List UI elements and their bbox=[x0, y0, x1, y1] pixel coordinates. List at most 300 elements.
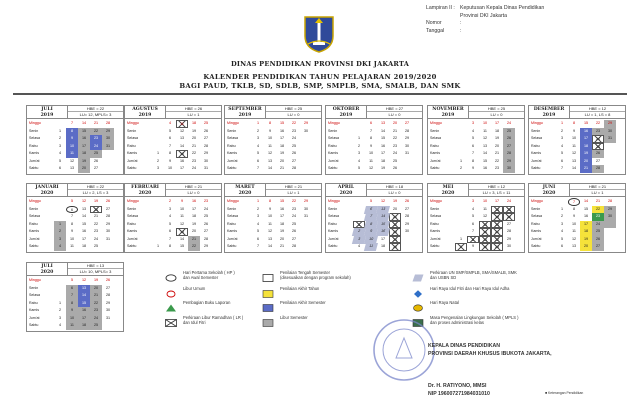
day-cell: 6 bbox=[364, 206, 378, 214]
day-cell: 25 bbox=[90, 322, 102, 330]
week-column bbox=[264, 198, 276, 251]
day-cell: 19 bbox=[580, 150, 592, 158]
day-cell: 30 bbox=[303, 128, 309, 133]
day-cell bbox=[455, 221, 467, 229]
month-counts: HBE = 25 LU = 0 bbox=[469, 106, 524, 118]
day-cell: 7 bbox=[471, 151, 475, 155]
day-cell: 18 bbox=[494, 128, 500, 133]
dki-jakarta-emblem bbox=[302, 14, 336, 54]
day-cell: 22 bbox=[90, 300, 102, 308]
day-cell: 7 bbox=[70, 214, 74, 218]
day-cell: 30 bbox=[203, 158, 209, 163]
day-cell bbox=[604, 228, 616, 236]
day-cell bbox=[353, 128, 365, 136]
day-cell: 17 bbox=[179, 166, 185, 170]
day-cell: 24 bbox=[392, 151, 398, 155]
legend-penilaian-akhir-tahun-icon bbox=[262, 285, 274, 293]
day-cell: 17 bbox=[279, 214, 285, 218]
day-cell: 5 bbox=[256, 151, 260, 155]
week-column bbox=[401, 198, 413, 251]
day-cell: 4 bbox=[58, 323, 62, 327]
day-cell: 29 bbox=[404, 136, 410, 140]
day-cell: 11 bbox=[180, 214, 184, 218]
week-column bbox=[66, 198, 78, 251]
day-cell: 12 bbox=[482, 136, 488, 140]
day-cell: 12 bbox=[69, 158, 75, 163]
day-cell: 22 bbox=[291, 199, 297, 203]
day-cell: 11 bbox=[176, 120, 188, 128]
day-cell: 12 bbox=[267, 229, 273, 233]
day-cell bbox=[300, 158, 312, 166]
legend-pembagian-buku-laporan-icon bbox=[165, 299, 177, 307]
month-name: MEI 2020 bbox=[428, 184, 469, 196]
day-cell: 24 bbox=[592, 135, 604, 143]
day-cell: 28 bbox=[607, 199, 613, 203]
day-cell: 2 bbox=[58, 308, 62, 312]
week-column bbox=[300, 198, 312, 251]
day-cell: 20 bbox=[491, 221, 503, 229]
day-cell: 25 bbox=[592, 143, 604, 151]
day-cell: 16 bbox=[279, 206, 285, 211]
day-cell: 21 bbox=[392, 128, 398, 133]
day-cell: 15 bbox=[179, 244, 185, 248]
day-cell: 11 bbox=[572, 229, 576, 233]
day-cell: 15 bbox=[78, 300, 90, 308]
day-cell bbox=[300, 150, 312, 158]
day-cell: 3 bbox=[560, 221, 564, 226]
week-column bbox=[90, 277, 102, 330]
day-cell: 26 bbox=[105, 199, 111, 203]
day-cell: 22 bbox=[191, 151, 197, 155]
day-cell bbox=[604, 158, 616, 166]
day-cell: 18 bbox=[191, 121, 197, 125]
day-cell: 19 bbox=[93, 278, 99, 282]
day-cell: 26 bbox=[503, 213, 515, 221]
day-cell bbox=[152, 206, 164, 214]
day-cell: 24 bbox=[291, 136, 297, 140]
day-cell: 8 bbox=[364, 221, 378, 229]
day-cell: 14 bbox=[179, 236, 185, 241]
day-cell: 19 bbox=[191, 128, 197, 133]
day-cell: 28 bbox=[105, 214, 111, 218]
day-cell: 28 bbox=[291, 166, 297, 170]
day-cell bbox=[604, 243, 616, 251]
month-name: JULI 2020 bbox=[27, 263, 68, 275]
week-column bbox=[102, 277, 114, 330]
week-column bbox=[604, 120, 616, 173]
week-column bbox=[288, 120, 300, 173]
day-cell: 10 bbox=[482, 199, 488, 203]
day-cell: 8 bbox=[572, 206, 576, 211]
day-cell: 3 bbox=[357, 151, 361, 155]
day-cell: 18 bbox=[580, 143, 592, 151]
day-cell: 31 bbox=[105, 315, 111, 320]
day-cell: 16 bbox=[583, 214, 589, 218]
day-cell: 17 bbox=[380, 151, 386, 155]
day-cell: 17 bbox=[494, 199, 500, 203]
day-cell: 27 bbox=[203, 229, 209, 233]
week-column bbox=[556, 120, 568, 173]
day-cell: 25 bbox=[90, 150, 102, 158]
day-cell bbox=[152, 198, 164, 206]
month-juni-2020 bbox=[528, 183, 626, 253]
calendar-title bbox=[0, 73, 640, 91]
month-counts: HBE = 27 LU = 0 bbox=[367, 106, 422, 118]
day-cell: 26 bbox=[203, 221, 209, 226]
day-cell: 24 bbox=[389, 236, 401, 244]
day-cell: 24 bbox=[90, 143, 102, 151]
day-cell: 8 bbox=[66, 300, 78, 308]
day-cell: 5 bbox=[560, 151, 564, 155]
day-cell bbox=[455, 135, 467, 143]
day-cell: 11 bbox=[268, 143, 272, 148]
month-counts: HBE = 18 LU = 0 bbox=[367, 184, 422, 196]
day-cell: 30 bbox=[503, 165, 515, 173]
day-cell: 9 bbox=[66, 135, 78, 143]
day-cell: 14 bbox=[267, 244, 273, 248]
day-cell: 7 bbox=[471, 229, 475, 233]
day-cell bbox=[300, 236, 312, 244]
week-column bbox=[604, 198, 616, 251]
week-column bbox=[276, 198, 288, 251]
day-cell: 26 bbox=[392, 166, 398, 170]
signature-block bbox=[428, 342, 552, 398]
agency-heading: DINAS PENDIDIKAN PROVINSI DKI JAKARTA bbox=[230, 60, 410, 68]
day-cell: 19 bbox=[380, 166, 386, 170]
day-cell: 17 bbox=[494, 121, 500, 125]
month-name: NOVEMBER 2019 bbox=[428, 106, 469, 118]
day-labels: Minggu Senin Selasa Rabu Kamis Jum'at Sabtu bbox=[29, 121, 41, 170]
day-cell: 13 bbox=[380, 121, 386, 125]
day-cell: 31 bbox=[102, 143, 114, 151]
day-cell: 22 bbox=[291, 121, 297, 125]
day-cell: 8 bbox=[268, 199, 272, 203]
week-column bbox=[353, 120, 365, 173]
day-cell: 9 bbox=[168, 158, 172, 163]
day-cell: 21 bbox=[93, 121, 99, 125]
day-cell: 28 bbox=[592, 165, 604, 173]
month-desember-2019 bbox=[528, 105, 626, 175]
day-cell: 19 bbox=[279, 229, 285, 233]
day-cell: 2 bbox=[357, 143, 361, 148]
day-cell: 7 bbox=[364, 213, 378, 221]
day-cell: 23 bbox=[392, 143, 398, 148]
day-cell: 7 bbox=[70, 121, 74, 125]
week-column bbox=[592, 198, 604, 251]
day-cell: 28 bbox=[105, 293, 111, 297]
month-name: DESEMBER 2019 bbox=[529, 106, 570, 118]
day-cell: 20 bbox=[78, 165, 90, 173]
day-cell: 15 bbox=[176, 150, 188, 158]
week-column bbox=[401, 120, 413, 173]
day-cell bbox=[152, 228, 164, 236]
week-column bbox=[54, 198, 66, 251]
day-cell: 30 bbox=[404, 143, 410, 148]
week-column bbox=[556, 198, 568, 251]
day-cell: 27 bbox=[105, 206, 111, 211]
day-cell bbox=[54, 120, 66, 128]
day-cell: 4 bbox=[168, 121, 172, 125]
day-cell: 4 bbox=[357, 158, 361, 163]
day-cell: 27 bbox=[506, 221, 512, 226]
day-cell: 13 bbox=[571, 244, 577, 248]
day-cell: 27 bbox=[93, 166, 99, 170]
day-cell: 1 bbox=[156, 244, 160, 248]
day-cell: 8 bbox=[168, 244, 172, 248]
day-cell: 29 bbox=[604, 120, 616, 128]
day-cell: 27 bbox=[595, 158, 601, 163]
day-cell: 6 bbox=[66, 285, 78, 293]
nomor-value: : bbox=[460, 20, 462, 27]
day-cell: 8 bbox=[268, 121, 272, 125]
day-cell: 18 bbox=[580, 228, 592, 236]
day-labels: Minggu Senin Selasa Rabu Kamis Jum'at Sabtu bbox=[29, 278, 41, 327]
day-cell bbox=[353, 198, 365, 206]
day-cell: 20 bbox=[392, 121, 398, 125]
day-cell: 14 bbox=[376, 213, 390, 221]
day-cell: 10 bbox=[571, 221, 577, 226]
day-cell: 4 bbox=[256, 143, 260, 148]
week-column bbox=[503, 198, 515, 251]
day-cell bbox=[54, 206, 66, 214]
day-labels: Minggu Senin Selasa Rabu Kamis Jum'at Sabtu bbox=[430, 199, 442, 248]
lampiran-value: Keputusan Kepala Dinas Pendidikan bbox=[460, 5, 545, 11]
day-cell: 28 bbox=[203, 143, 209, 148]
day-cell: 25 bbox=[592, 228, 604, 236]
day-cell: 23 bbox=[90, 307, 102, 315]
day-cell: 28 bbox=[503, 150, 515, 158]
week-column bbox=[78, 277, 90, 330]
day-cell: 4 bbox=[54, 243, 66, 251]
legend-hari-raya-natal-icon bbox=[412, 299, 424, 307]
day-cell: 9 bbox=[180, 199, 184, 203]
day-cell: 21 bbox=[494, 151, 500, 155]
day-cell: 5 bbox=[70, 278, 74, 282]
day-cell: 11 bbox=[70, 244, 74, 248]
day-cell: 7 bbox=[168, 236, 172, 241]
day-cell: 1 bbox=[560, 206, 564, 211]
legend-libur-semester-icon bbox=[262, 314, 274, 322]
legend-penilaian-akhir-tahun: Penilaian Akhir Tahun bbox=[280, 285, 320, 291]
day-cell: 21 bbox=[491, 228, 503, 236]
day-cell: 27 bbox=[592, 243, 604, 251]
day-cell: 21 bbox=[191, 143, 197, 148]
month-counts: HBE = 21 LU = 1 bbox=[266, 184, 321, 196]
week-column bbox=[152, 120, 164, 173]
day-cell bbox=[401, 243, 413, 251]
legend-hari-pertama-sekolah: Hari Pertama Sekolah ( HP ) dan Awal Semester bbox=[183, 269, 235, 281]
day-cell: 1 bbox=[459, 158, 463, 163]
header-rule bbox=[13, 93, 627, 95]
legend-hari-pertama-sekolah-icon bbox=[165, 269, 177, 277]
day-cell bbox=[300, 221, 312, 229]
day-cell: 6 bbox=[58, 166, 62, 170]
day-cell: 2 bbox=[256, 128, 260, 133]
day-cell: 22 bbox=[389, 221, 401, 229]
day-cell bbox=[300, 228, 312, 236]
day-cell: 5 bbox=[560, 236, 564, 241]
day-cell: 23 bbox=[592, 213, 604, 221]
month-name: SEPTEMBER 2019 bbox=[225, 106, 266, 118]
day-cell: 22 bbox=[494, 158, 500, 163]
day-cell: 21 bbox=[580, 165, 592, 173]
week-column bbox=[288, 198, 300, 251]
day-cell: 21 bbox=[279, 166, 285, 170]
day-cell: 20 bbox=[494, 143, 500, 148]
day-cell: 21 bbox=[90, 292, 102, 300]
day-cell: 12 bbox=[267, 151, 273, 155]
day-cell: 10 bbox=[571, 136, 577, 140]
day-cell: 22 bbox=[595, 121, 601, 125]
day-cell: 5 bbox=[58, 158, 62, 163]
month-september-2019 bbox=[224, 105, 322, 175]
month-april-2020 bbox=[325, 183, 423, 253]
day-cell: 26 bbox=[291, 229, 297, 233]
signatory-title: KEPALA DINAS PENDIDIKAN bbox=[428, 343, 501, 349]
day-cell: 6 bbox=[560, 158, 564, 163]
day-cell: 23 bbox=[93, 229, 99, 233]
day-cell: 20 bbox=[580, 158, 592, 166]
day-cell: 25 bbox=[503, 128, 515, 136]
day-cell: 12 bbox=[179, 221, 185, 226]
day-cell: 9 bbox=[369, 143, 373, 148]
day-cell: 19 bbox=[279, 151, 285, 155]
day-cell bbox=[455, 206, 467, 214]
day-cell: 16 bbox=[78, 135, 90, 143]
week-column bbox=[78, 120, 90, 173]
day-cell: 5 bbox=[357, 166, 361, 170]
month-counts: HBE = 22 LU = 2, LS = 3 bbox=[68, 184, 123, 196]
day-cell: 2 bbox=[58, 136, 62, 140]
day-cell: 6 bbox=[369, 121, 373, 125]
week-column bbox=[66, 120, 78, 173]
day-cell bbox=[54, 285, 66, 293]
day-cell: 16 bbox=[482, 166, 488, 170]
day-cell: 14 bbox=[267, 166, 273, 170]
day-cell: 9 bbox=[268, 128, 272, 133]
day-cell: 20 bbox=[392, 206, 398, 211]
legend-ujian-nasional-icon bbox=[412, 269, 424, 277]
day-cell: 3 bbox=[54, 236, 66, 244]
title-line-1: KALENDER PENDIDIKAN TAHUN PELAJARAN 2019/2020 bbox=[203, 73, 437, 81]
day-cell: 28 bbox=[203, 236, 209, 241]
day-cell: 13 bbox=[376, 206, 390, 214]
day-cell: 12 bbox=[179, 128, 185, 133]
day-cell: 6 bbox=[560, 244, 564, 248]
day-cell: 22 bbox=[592, 206, 604, 214]
day-cell: 16 bbox=[279, 128, 285, 133]
month-counts: HBE = 21 LU = 1 bbox=[570, 184, 625, 196]
day-cell: 22 bbox=[93, 221, 99, 226]
day-cell: 4 bbox=[256, 221, 260, 226]
day-cell: 6 bbox=[256, 158, 260, 163]
day-cell: 29 bbox=[203, 244, 209, 248]
day-cell: 16 bbox=[191, 199, 197, 203]
month-counts: HBE = 26 LU = 1 bbox=[166, 106, 221, 118]
day-cell: 2 bbox=[560, 214, 564, 218]
day-cell: 11 bbox=[268, 221, 272, 226]
day-cell: 31 bbox=[303, 214, 309, 218]
lampiran-value: Provinsi DKI Jakarta bbox=[460, 12, 507, 19]
day-cell bbox=[604, 236, 616, 244]
day-cell: 10 bbox=[482, 121, 488, 125]
day-cell: 21 bbox=[93, 214, 99, 218]
day-cell: 12 bbox=[571, 236, 577, 241]
signatory-nip: NIP 196007271984031010 bbox=[428, 391, 490, 397]
day-cell: 19 bbox=[392, 199, 398, 203]
day-cell: 3 bbox=[560, 136, 564, 140]
day-cell bbox=[54, 198, 66, 206]
day-cell: 10 bbox=[364, 236, 378, 244]
month-counts: HBE = 21 LU = 0 bbox=[166, 184, 221, 196]
day-cell: 2 bbox=[168, 199, 172, 203]
day-cell: 3 bbox=[352, 236, 366, 244]
day-cell: 7 bbox=[568, 198, 580, 206]
day-cell bbox=[455, 228, 467, 236]
day-cell: 3 bbox=[58, 143, 62, 148]
day-cell: 7 bbox=[168, 143, 172, 148]
day-cell: 30 bbox=[105, 229, 111, 233]
day-cell: 13 bbox=[571, 158, 577, 163]
day-cell: 30 bbox=[105, 308, 111, 312]
month-name: FEBRUARI 2020 bbox=[125, 184, 166, 196]
month-name: JUNI 2020 bbox=[529, 184, 570, 196]
month-name: OKTOBER 2019 bbox=[326, 106, 367, 118]
week-column bbox=[580, 120, 592, 173]
week-column bbox=[479, 120, 491, 173]
day-cell bbox=[604, 221, 616, 229]
day-cell: 10 bbox=[267, 136, 273, 140]
week-column bbox=[491, 120, 503, 173]
day-cell: 5 bbox=[369, 199, 373, 203]
day-cell: 15 bbox=[380, 136, 386, 140]
day-cell: 15 bbox=[279, 121, 285, 125]
day-cell: 9 bbox=[572, 128, 576, 133]
day-cell bbox=[455, 198, 467, 206]
day-cell: 20 bbox=[191, 136, 197, 140]
week-column bbox=[66, 277, 78, 330]
tanggal-label: Tanggal bbox=[426, 27, 445, 34]
day-cell bbox=[102, 243, 114, 251]
month-name: JULI 2019 bbox=[27, 106, 68, 118]
week-column bbox=[455, 198, 467, 251]
day-cell: 14 bbox=[81, 214, 87, 218]
day-cell: 21 bbox=[389, 213, 401, 221]
day-cell: 11 bbox=[483, 128, 487, 133]
day-cell: 11 bbox=[66, 322, 78, 330]
day-cell: 26 bbox=[592, 236, 604, 244]
week-column bbox=[377, 120, 389, 173]
day-cell: 1 bbox=[560, 121, 564, 125]
day-cell: 1 bbox=[256, 121, 260, 125]
day-cell: 23 bbox=[491, 243, 503, 251]
week-column bbox=[164, 198, 176, 251]
day-cell bbox=[455, 143, 467, 151]
week-column bbox=[90, 120, 102, 173]
day-cell: 23 bbox=[389, 228, 401, 236]
day-cell: 7 bbox=[560, 166, 564, 170]
day-cell: 4 bbox=[560, 143, 564, 148]
week-column bbox=[467, 120, 479, 173]
day-labels: Minggu Senin Selasa Rabu Kamis Jum'at Sabtu bbox=[531, 121, 543, 170]
lampiran-block bbox=[426, 5, 544, 35]
day-cell: 25 bbox=[203, 121, 209, 125]
day-cell bbox=[604, 143, 616, 151]
week-column bbox=[568, 198, 580, 251]
day-cell bbox=[401, 158, 413, 166]
day-cell: 25 bbox=[291, 221, 297, 226]
month-mei-2020 bbox=[427, 183, 525, 253]
